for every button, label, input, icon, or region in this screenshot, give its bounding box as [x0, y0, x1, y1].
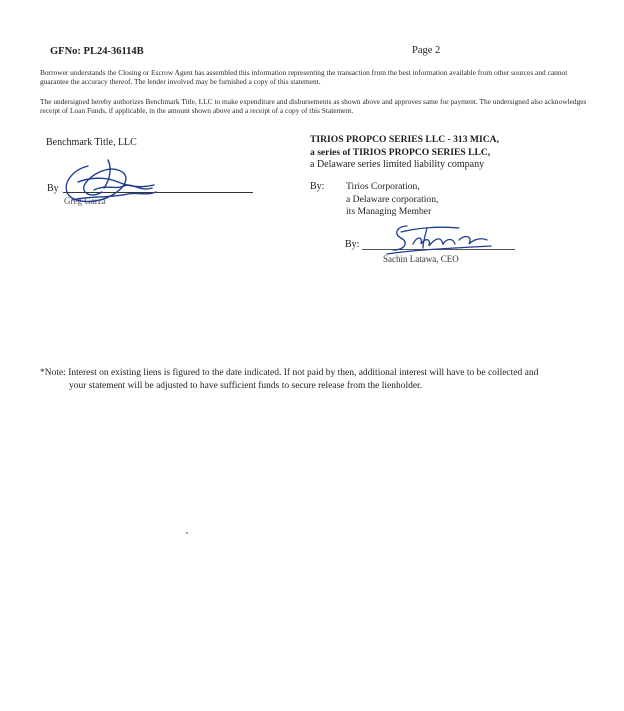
- corp-line2: a Delaware corporation,: [346, 193, 439, 205]
- disclaimer-paragraph: Borrower understands the Closing or Escrow Agent has assembled this information representing the transaction from the best information available from other sources and cannot guarantee the accuracy thereof. The lender involved may be furnished a copy of this statement.: [40, 68, 568, 87]
- note-line1: *Note: Interest on existing liens is figured to the date indicated. If not paid by then, additional interest will have to be collected and: [40, 368, 539, 378]
- right-entity-block: [310, 134, 499, 172]
- left-signature-image: [58, 152, 158, 210]
- left-signer-name: Greg Garza: [64, 196, 106, 206]
- entity-name-line2: a series of TIRIOS PROPCO SERIES LLC,: [310, 146, 491, 158]
- managing-member-block: [346, 181, 438, 219]
- note-line2: your statement will be adjusted to have sufficient funds to secure release from the lienholder.: [69, 381, 423, 391]
- interest-note: [40, 367, 590, 393]
- right-signature-image: [383, 220, 495, 256]
- authorization-paragraph: The undersigned hereby authorizes Benchmark Title, LLC to make expenditure and disbursements as shown above and approves same for payment. The undersigned also acknowledges receipt of Loan Funds, if applicable, in the amount shown above and a receipt of a copy of this Statement.: [40, 97, 587, 116]
- page-number: Page 2: [412, 45, 441, 56]
- corp-line3: its Managing Member: [346, 206, 432, 217]
- corp-line1: Tirios Corporation,: [346, 181, 420, 192]
- left-company-name: Benchmark Title, LLC: [46, 137, 137, 148]
- scan-speck: [186, 532, 188, 534]
- right-by-label: By:: [310, 181, 325, 192]
- left-by-label: By: [47, 183, 59, 194]
- gf-number: GFNo: PL24-36114B: [50, 46, 144, 57]
- right-by2-label: By:: [345, 239, 360, 250]
- entity-description: a Delaware series limited liability company: [310, 159, 485, 170]
- entity-name-line1: TIRIOS PROPCO SERIES LLC - 313 MICA,: [310, 134, 499, 145]
- right-signer-name: Sachin Latawa, CEO: [383, 254, 459, 264]
